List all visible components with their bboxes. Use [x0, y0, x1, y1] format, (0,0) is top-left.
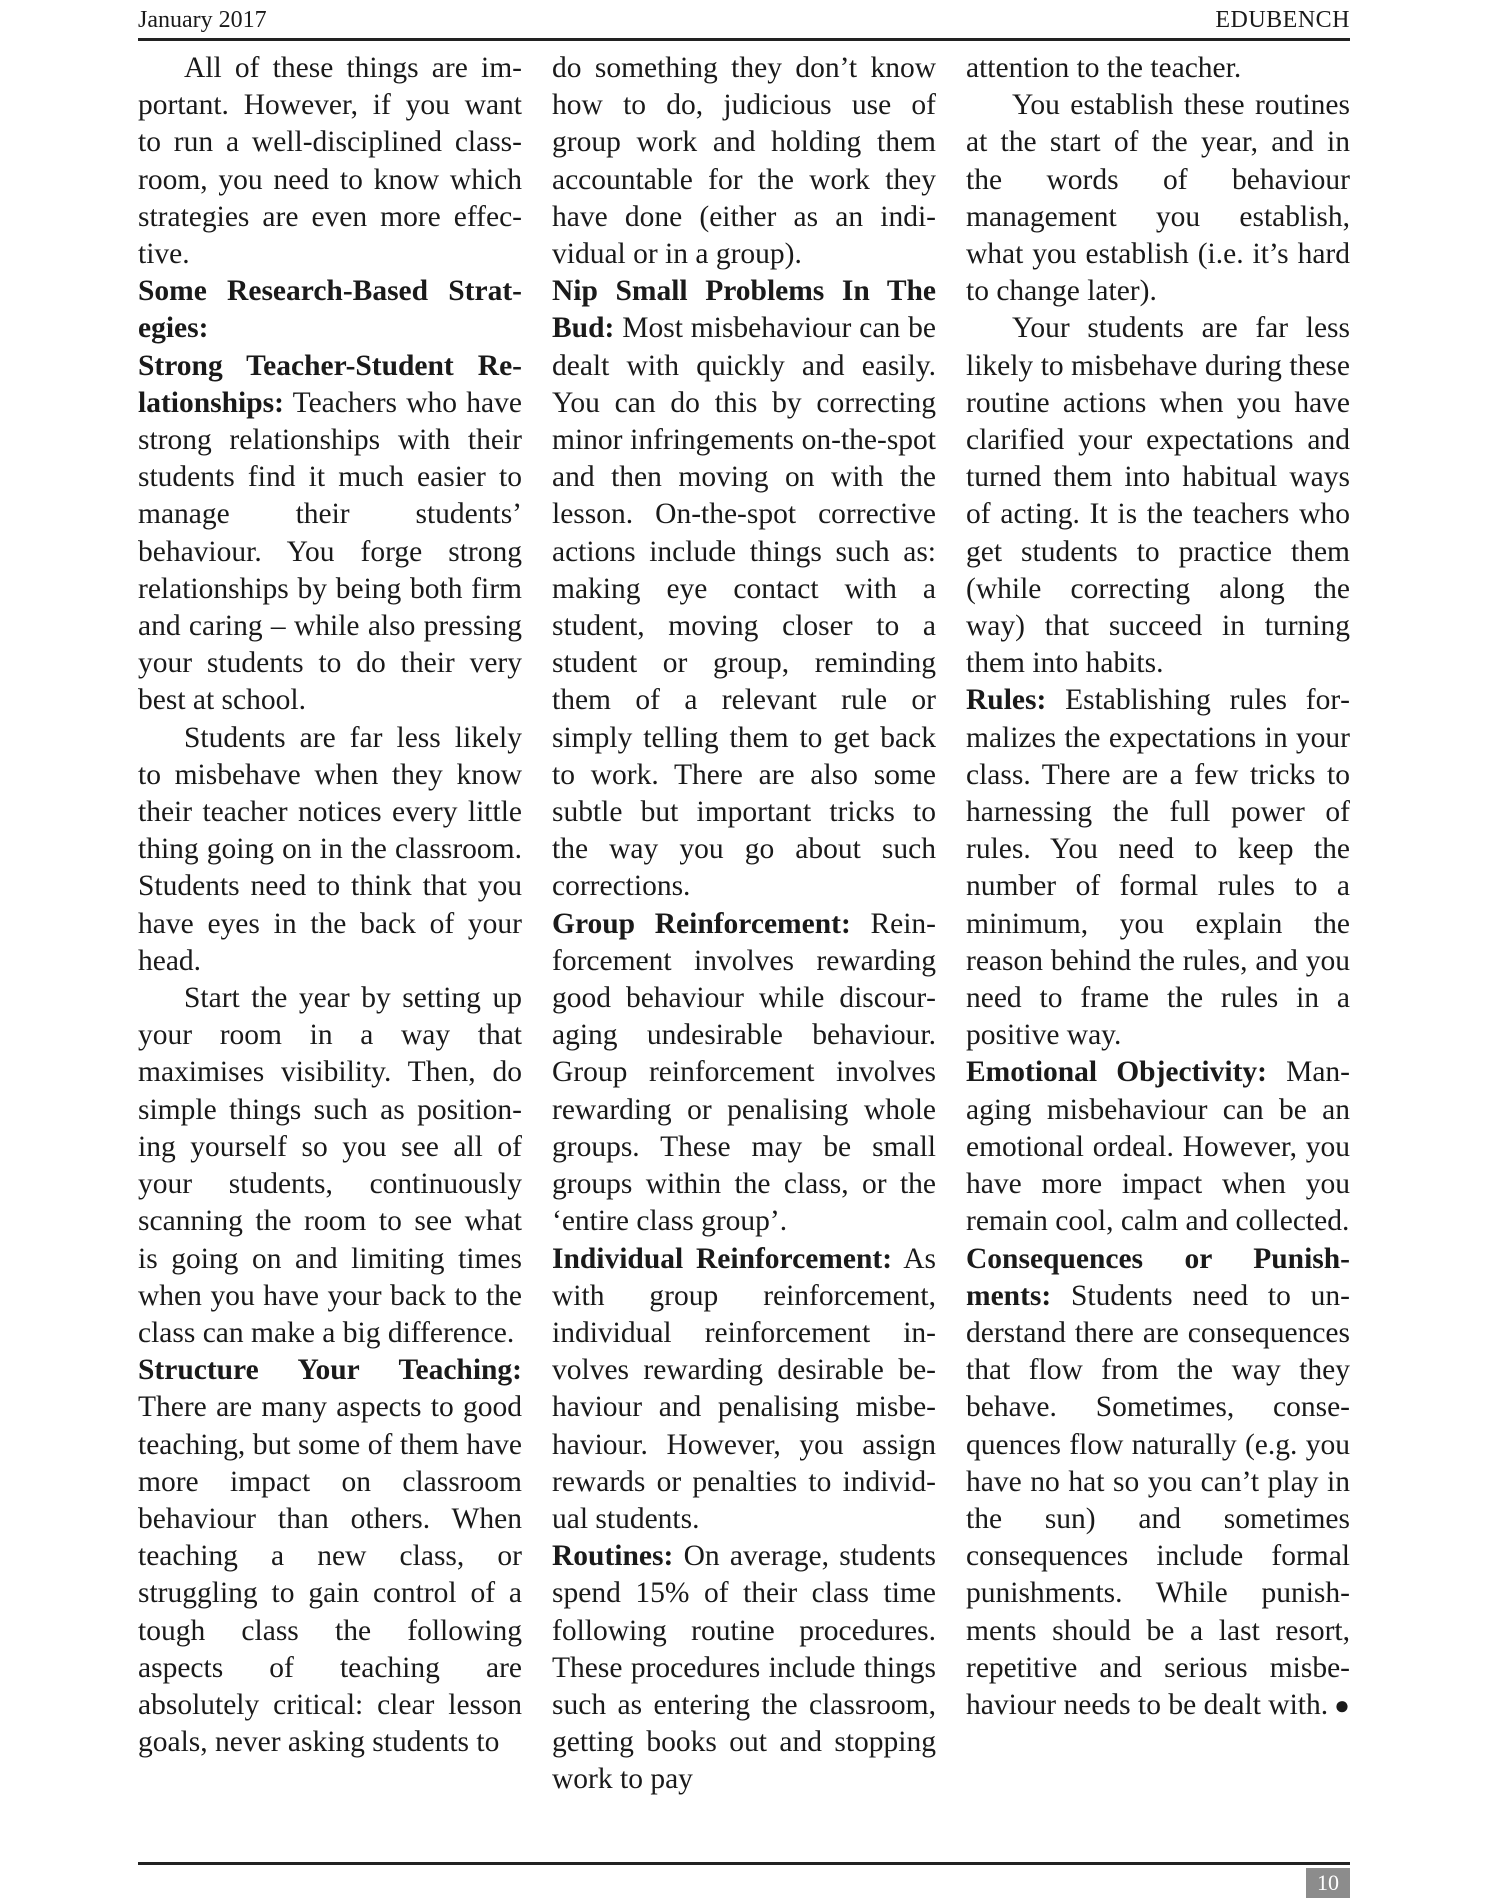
column-3: [966, 50, 1350, 1724]
paragraph: [966, 682, 1350, 1054]
paragraph-text: Most misbehaviour can be dealt with quickly and easily. You can do this by correcting minor infringements on-the-spot and then moving on with the lesson. On-the-spot corrective actions include things such as: making eye contact with a student, moving closer to a student or group, reminding them of a relevant rule or simply telling them to get back to work. There are also some subtle but important tricks to the way you go about such corrections.: [552, 312, 936, 903]
paragraph: [138, 348, 522, 720]
paragraph-text: Teachers who have strong relationships with their students find it much easier to manage their students’ behaviour. You forge strong relationships by being both firm and caring – while also pressing your students to do their very best at school.: [138, 386, 522, 717]
paragraph: All of these things are important. However, if you want to run a well-disciplined classroom, you need to know which strategies are even more effective.: [138, 52, 522, 271]
paragraph-text: Establishing rules formalizes the expectations in your class. There are a few tricks to harnessing the full power of rules. You need to keep the number of formal rules to a minimum, you explain the reason behind the rules, and you need to frame the rules in a positive way.: [966, 684, 1350, 1052]
paragraph: [138, 1352, 522, 1761]
section-heading: [138, 273, 522, 347]
footer-rule: [138, 1862, 1350, 1865]
paragraph: [966, 1241, 1350, 1725]
end-of-article-bullet-icon: ●: [1334, 1690, 1350, 1720]
paragraph-text: As with group reinforcement, individual reinforcement involves rewarding desirable behaviour and penalising misbehaviour. However, you assign rewards or penalties to individual students.: [552, 1242, 936, 1535]
paragraph-text: Students need to understand there are consequences that flow from the way they behave. Sometimes, consequences flow naturally (e.g. you have no hat so you can’t play in the sun) and sometimes consequences include formal punishments. While punishments should be a last resort, repetitive and serious misbehaviour needs to be dealt with.: [966, 1279, 1350, 1721]
article-body: [138, 50, 1350, 1810]
paragraph: [552, 1538, 936, 1798]
heading-text: Consequences or Punishments:: [966, 1242, 1350, 1312]
paragraph-text: Managing misbehaviour can be an emotional ordeal. However, you have more impact when you remain cool, calm and collected.: [966, 1056, 1350, 1238]
heading-text: Routines:: [552, 1540, 674, 1573]
column-2: [552, 50, 936, 1799]
issue-date: January 2017: [138, 7, 267, 33]
heading-text: Strong Teacher-Student Relationships:: [138, 349, 522, 419]
paragraph: Your students are far less likely to misbehave during these routine actions when you have clarified your expectations and turned them into habitual ways of acting. It is the teachers who get students to practice them (while correcting along the way) that succeed in turning them into habits.: [966, 312, 1350, 680]
paragraph: Start the year by setting up your room in a way that maximises visibility. Then, do simple things such as positioning yourself so you see all of your students, continuously scanning the room to see what is going on and limiting times when you have your back to the class can make a big difference.: [138, 982, 522, 1349]
heading-text: Emotional Objectivity:: [966, 1056, 1267, 1089]
paragraph: attention to the teacher.: [966, 52, 1242, 84]
heading-text: Nip Small Problems In The Bud:: [552, 275, 936, 345]
publication-name: EDUBENCH: [1215, 7, 1350, 33]
heading-text: Some Research-Based Strategies:: [138, 275, 522, 345]
paragraph: You establish these routines at the start of the year, and in the words of behaviour management you establish, what you establish (i.e. it’s hard to change later).: [966, 89, 1350, 308]
column-1: [138, 50, 522, 1761]
heading-text: Individual Reinforcement:: [552, 1242, 893, 1275]
paragraph: do something they don’t know how to do, judicious use of group work and holding them accountable for the work they have done (either as an individual or in a group).: [552, 52, 936, 271]
paragraph-text: Reinforcement involves rewarding good behaviour while discouraging undesirable behaviour. Group reinforcement involves rewarding or penalising whole groups. These may be small groups within the class, or the ‘entire class group’.: [552, 907, 936, 1238]
paragraph-text: There are many aspects to good teaching, but some of them have more impact on classroom behaviour than others. When teaching a new class, or struggling to gain control of a tough class the following aspects of teaching are absolutely critical: clear lesson goals, never asking students to: [138, 1391, 522, 1759]
heading-text: Group Reinforcement:: [552, 907, 851, 940]
heading-text: Rules:: [966, 684, 1047, 717]
page-header: [138, 8, 1350, 41]
paragraph: [552, 273, 936, 905]
paragraph: [552, 1241, 936, 1539]
paragraph: [966, 1054, 1350, 1240]
heading-text: Structure Your Teaching:: [138, 1354, 522, 1387]
paragraph: Students are far less likely to misbehave when they know their teacher notices every little thing going on in the classroom. Students need to think that you have eyes in the back of your head.: [138, 721, 522, 977]
paragraph: [552, 906, 936, 1241]
page-number: 10: [1306, 1868, 1350, 1898]
paragraph-text: On average, students spend 15% of their class time following routine procedures. These procedures include things such as entering the classroom, getting books out and stopping work to pay: [552, 1540, 936, 1796]
